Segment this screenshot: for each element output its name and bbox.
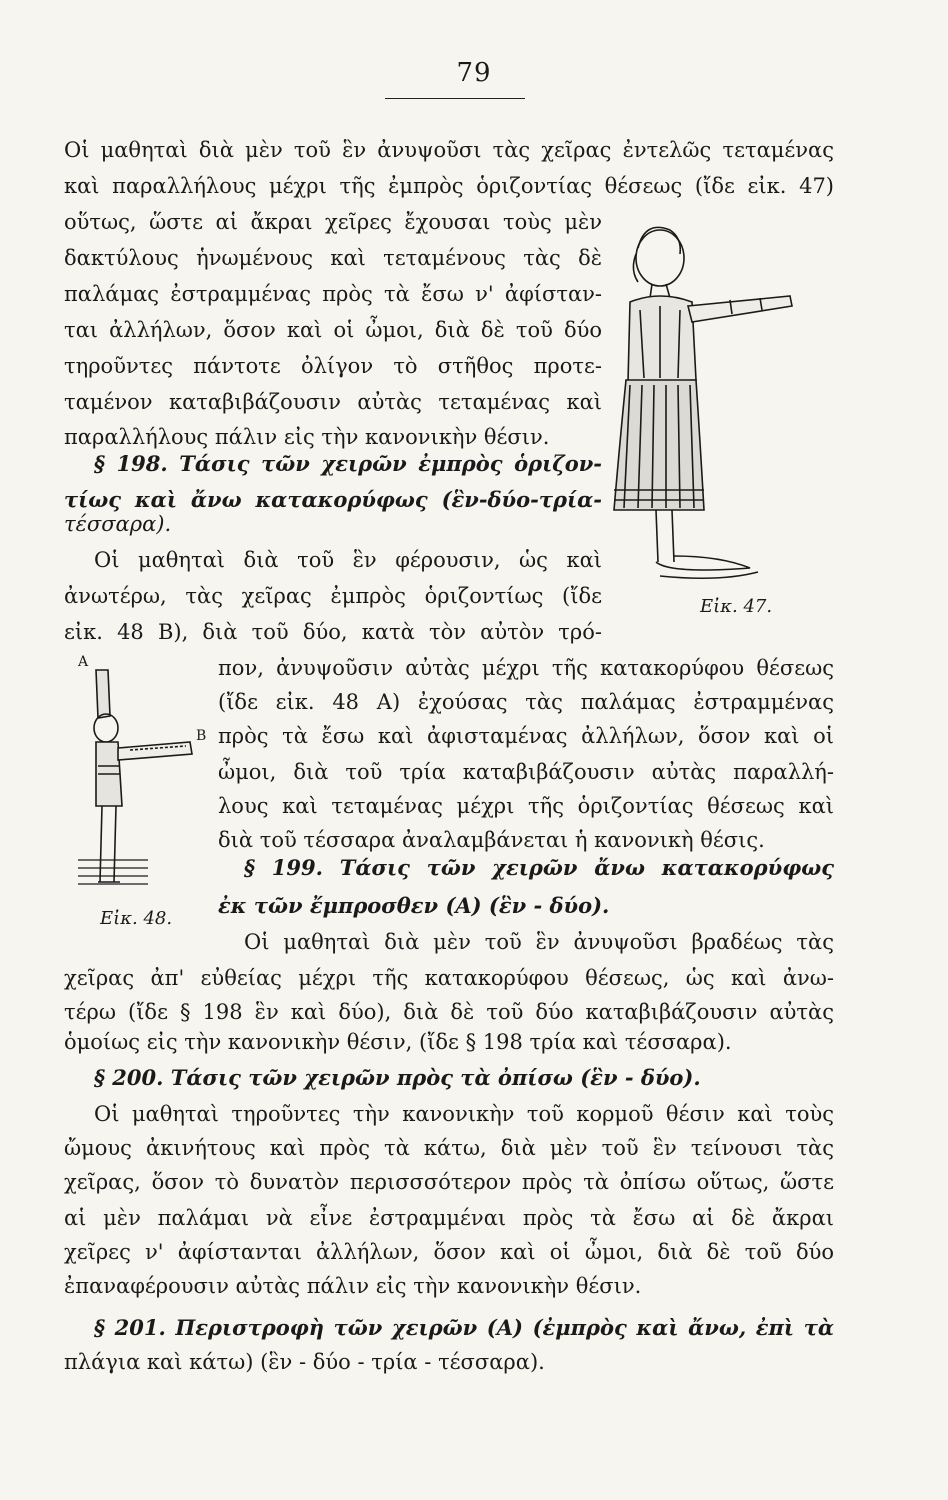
text-line: Οἱ μαθηταὶ διὰ μὲν τοῦ ἓν ἀνυψοῦσι βραδέως τὰς bbox=[244, 930, 834, 954]
text-line: διὰ τοῦ τέσσαρα ἀναλαμβάνεται ἡ κανονικὴ θέσις. bbox=[218, 828, 765, 852]
text-line: ὁμοίως εἰς τὴν κανονικὴν θέσιν, (ἴδε § 198 τρία καὶ τέσσαρα). bbox=[64, 1030, 732, 1054]
section-heading-199-cont: ἐκ τῶν ἔμπροσθεν (Α) (ἓν - δύο). bbox=[218, 893, 610, 918]
text-line: παλάμας ἐστραμμένας πρὸς τὰ ἔσω ν' ἀφίσταν- bbox=[64, 282, 602, 306]
text-line: αἱ μὲν παλάμαι νὰ εἶνε ἐστραμμέναι πρὸς τὰ ἔσω αἱ δὲ ἄκραι bbox=[64, 1206, 834, 1230]
text-line: Οἱ μαθηταὶ διὰ τοῦ ἓν φέρουσιν, ὡς καὶ bbox=[94, 548, 602, 572]
text-line: Οἱ μαθηταὶ τηροῦντες τὴν κανονικὴν τοῦ κορμοῦ θέσιν καὶ τοὺς bbox=[94, 1102, 834, 1126]
figure-48-illustration bbox=[70, 656, 220, 896]
text-line: χεῖρας, ὅσον τὸ δυνατὸν περισσσότερον πρὸς τὰ ὀπίσω οὕτως, ὥστε bbox=[64, 1170, 834, 1194]
text-line: ἐπαναφέρουσιν αὐτὰς πάλιν εἰς τὴν κανονικὴν θέσιν. bbox=[64, 1274, 642, 1298]
page-number-rule bbox=[385, 98, 525, 99]
section-heading-198: § 198. Τάσις τῶν χειρῶν ἐμπρὸς ὁριζον- bbox=[94, 451, 602, 476]
section-heading-201: § 201. Περιστροφὴ τῶν χειρῶν (Α) (ἐμπρὸς καὶ ἄνω, ἐπὶ τὰ bbox=[94, 1315, 834, 1340]
figure-47-illustration bbox=[600, 210, 810, 590]
text-line: δακτύλους ἡνωμένους καὶ τεταμένους τὰς δὲ bbox=[64, 246, 602, 270]
section-heading-200: § 200. Τάσις τῶν χειρῶν πρὸς τὰ ὀπίσω (ἓν - δύο). bbox=[94, 1065, 701, 1090]
text-line: οὕτως, ὥστε αἱ ἄκραι χεῖρες ἔχουσαι τοὺς μὲν bbox=[64, 210, 602, 234]
text-line: τέσσαρα). bbox=[64, 512, 172, 536]
text-line: (ἴδε εἰκ. 48 Α) ἐχούσας τὰς παλάμας ἐστραμμένας bbox=[218, 690, 834, 714]
text-line: Οἱ μαθηταὶ διὰ μὲν τοῦ ἓν ἀνυψοῦσι τὰς χεῖρας ἐντελῶς τεταμένας bbox=[64, 138, 834, 162]
text-line: παραλλήλους πάλιν εἰς τὴν κανονικὴν θέσιν. bbox=[64, 425, 550, 449]
figure-48-caption: Εἰκ. 48. bbox=[100, 908, 173, 929]
figure-48-label-b: B bbox=[196, 728, 207, 744]
text-line: εἰκ. 48 Β), διὰ τοῦ δύο, κατὰ τὸν αὐτὸν τρό- bbox=[64, 620, 602, 644]
text-line: πον, ἀνυψοῦσιν αὐτὰς μέχρι τῆς κατακορύφου θέσεως bbox=[218, 656, 834, 680]
text-line: ὤμους ἀκινήτους καὶ πρὸς τὰ κάτω, διὰ μὲν τοῦ ἓν τείνουσι τὰς bbox=[64, 1136, 834, 1160]
text-line: τηροῦντες πάντοτε ὀλίγον τὸ στῆθος προτε- bbox=[64, 354, 602, 378]
figure-48-label-a: A bbox=[78, 654, 89, 670]
text-line: ὦμοι, διὰ τοῦ τρία καταβιβάζουσιν αὐτὰς παραλλή- bbox=[218, 760, 834, 784]
text-line: χεῖρας ἀπ' εὐθείας μέχρι τῆς κατακορύφου θέσεως, ὡς καὶ ἀνω- bbox=[64, 966, 834, 990]
page-number: 79 bbox=[456, 58, 492, 88]
text-line: πρὸς τὰ ἔσω καὶ ἀφισταμένας ἀλλήλων, ὅσον καὶ οἱ bbox=[218, 724, 834, 748]
figure-47-caption: Εἰκ. 47. bbox=[700, 596, 773, 617]
text-line: ἀνωτέρω, τὰς χεῖρας ἐμπρὸς ὁριζοντίως (ἴδε bbox=[64, 584, 602, 608]
text-line: χεῖρες ν' ἀφίστανται ἀλλήλων, ὅσον καὶ οἱ ὦμοι, διὰ δὲ τοῦ δύο bbox=[64, 1240, 834, 1264]
text-line: πλάγια καὶ κάτω) (ἓν - δύο - τρία - τέσσαρα). bbox=[64, 1350, 545, 1374]
text-line: καὶ παραλλήλους μέχρι τῆς ἐμπρὸς ὁριζοντίας θέσεως (ἴδε εἰκ. 47) bbox=[64, 174, 834, 198]
text-line: λους καὶ τεταμένας μέχρι τῆς ὁριζοντίας θέσεως καὶ bbox=[218, 794, 834, 818]
text-line: ταμένον καταβιβάζουσιν αὐτὰς τεταμένας καὶ bbox=[64, 390, 602, 414]
section-heading-199: § 199. Τάσις τῶν χειρῶν ἄνω κατακορύφως bbox=[244, 855, 834, 880]
text-line: τέρω (ἴδε § 198 ἓν καὶ δύο), διὰ δὲ τοῦ δύο καταβιβάζουσιν αὐτὰς bbox=[64, 1000, 834, 1024]
text-line: ται ἀλλήλων, ὅσον καὶ οἱ ὦμοι, διὰ δὲ τοῦ δύο bbox=[64, 318, 602, 342]
section-heading-198-cont: τίως καὶ ἄνω κατακορύφως (ἓν-δύο-τρία- bbox=[64, 487, 602, 512]
